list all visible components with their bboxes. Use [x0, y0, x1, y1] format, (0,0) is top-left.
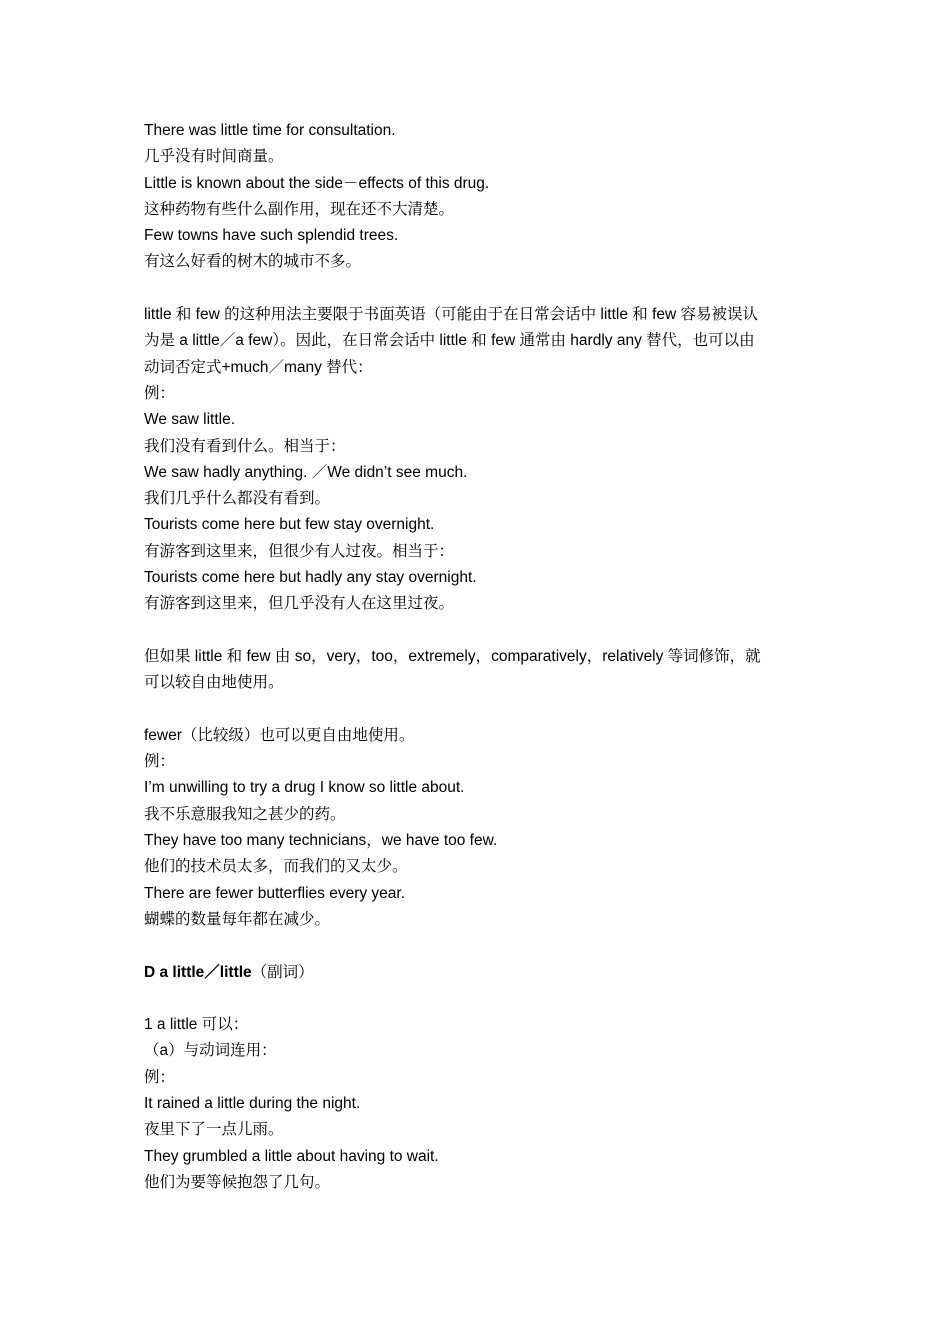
example-translation-zh: 他们为要等候抱怨了几句。: [144, 1173, 331, 1191]
subsection-item: （a）与动词连用：: [144, 1042, 277, 1060]
example-sentence-en: They grumbled a little about having to wait.: [144, 1147, 439, 1165]
example-sentence-en: There was little time for consultation.: [144, 122, 396, 139]
example-sentence-en: Little is known about the side－effects of this drug.: [144, 174, 490, 192]
example-translation-zh: 夜里下了一点儿雨。: [144, 1121, 284, 1139]
explanation-paragraph-line: 但如果 little 和 few 由 so，very，too，extremely，comparatively，relatively 等词修饰，就: [144, 647, 761, 665]
example-sentence-en: They have too many technicians，we have too few.: [144, 832, 498, 850]
example-translation-zh: 有这么好看的树木的城市不多。: [144, 253, 362, 271]
document-body: [144, 118, 812, 1196]
explanation-paragraph-line: 可以较自由地使用。: [144, 674, 284, 692]
example-label: 例：: [144, 753, 176, 771]
explanation-line: fewer（比较级）也可以更自由地使用。: [144, 726, 415, 744]
example-translation-zh: 我不乐意服我知之甚少的药。: [144, 805, 346, 823]
example-translation-zh: 蝴蝶的数量每年都在减少。: [144, 910, 331, 928]
paragraph-gap: [144, 697, 812, 723]
example-sentence-en: We saw hadly anything. ／We didn’t see much.: [144, 463, 468, 481]
example-sentence-en: Few towns have such splendid trees.: [144, 227, 399, 245]
explanation-paragraph-line: 动词否定式+much／many 替代：: [144, 358, 373, 376]
paragraph-gap: [144, 933, 812, 959]
example-translation-zh: 我们没有看到什么。相当于：: [144, 437, 346, 455]
paragraph-gap: [144, 276, 812, 302]
example-translation-zh: 这种药物有些什么副作用，现在还不大清楚。: [144, 200, 455, 218]
example-sentence-en: I’m unwilling to try a drug I know so little about.: [144, 779, 465, 797]
explanation-paragraph-line: little 和 few 的这种用法主要限于书面英语（可能由于在日常会话中 little 和 few 容易被误认: [144, 306, 759, 324]
section-heading-suffix: （副词）: [251, 963, 314, 981]
example-translation-zh: 他们的技术员太多，而我们的又太少。: [144, 858, 408, 876]
subsection-heading: 1 a little 可以：: [144, 1016, 249, 1034]
example-sentence-en: Tourists come here but hadly any stay overnight.: [144, 569, 477, 587]
example-translation-zh: 我们几乎什么都没有看到。: [144, 490, 331, 508]
example-label: 例：: [144, 1068, 176, 1086]
paragraph-gap: [144, 618, 812, 644]
example-label: 例：: [144, 384, 176, 402]
paragraph-gap: [144, 986, 812, 1012]
section-heading: [144, 960, 812, 986]
example-translation-zh: 有游客到这里来，但很少有人过夜。相当于：: [144, 542, 455, 560]
explanation-paragraph-line: 为是 a little／a few）。因此，在日常会话中 little 和 few 通常由 hardly any 替代，也可以由: [144, 332, 755, 350]
example-sentence-en: Tourists come here but few stay overnight.: [144, 516, 435, 534]
example-translation-zh: 几乎没有时间商量。: [144, 148, 284, 166]
section-heading-title: D a little／little: [144, 963, 252, 981]
example-sentence-en: There are fewer butterflies every year.: [144, 884, 406, 902]
example-sentence-en: We saw little.: [144, 411, 236, 429]
example-sentence-en: It rained a little during the night.: [144, 1094, 361, 1112]
example-translation-zh: 有游客到这里来，但几乎没有人在这里过夜。: [144, 595, 455, 613]
